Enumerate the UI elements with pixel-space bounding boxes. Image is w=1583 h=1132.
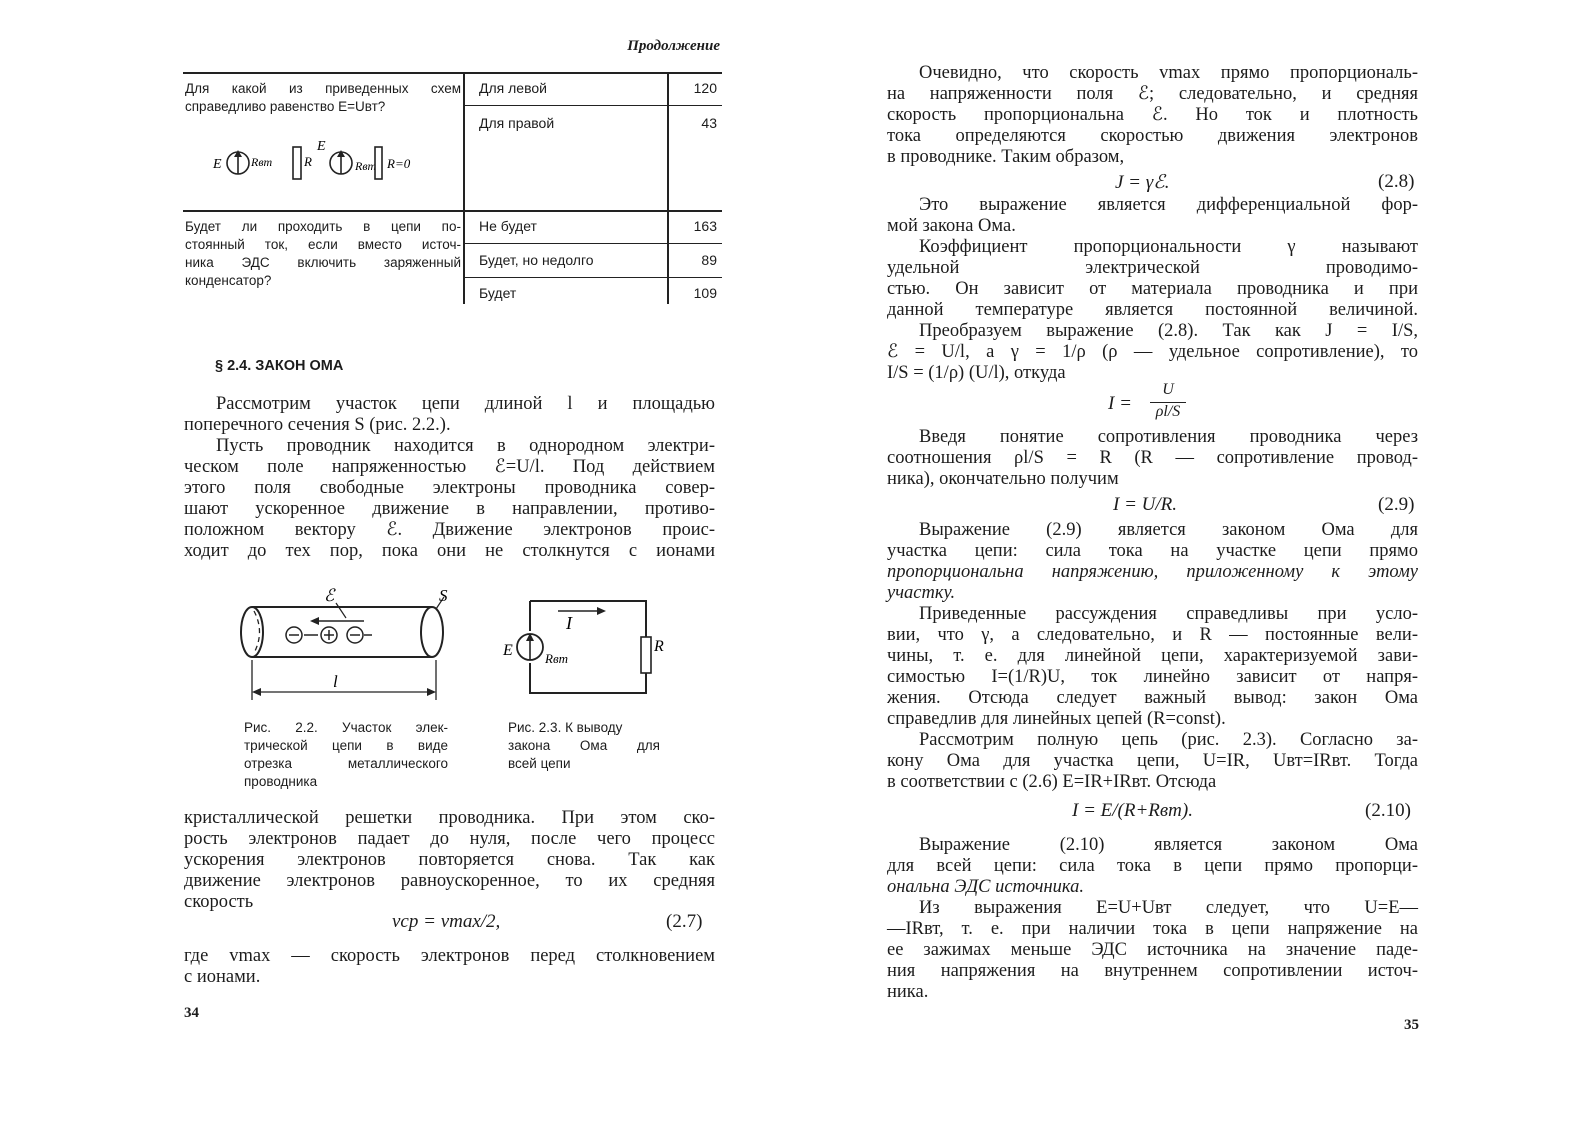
answer-code: 89 (701, 252, 717, 268)
table-top-rule (183, 72, 722, 74)
source-arrowhead (234, 150, 242, 157)
answer-cell: Для левой (479, 80, 547, 96)
question-2 (185, 218, 461, 290)
paragraph (887, 237, 1418, 321)
text-line: ния напряжения на внутреннем сопротивлении источ- (887, 961, 1418, 981)
internal-resistance-label: Rвт (355, 159, 377, 173)
answer-code: 109 (693, 285, 717, 301)
question-line: Будет ли проходить в цепи по- (185, 219, 461, 234)
circuits-diagram (207, 138, 447, 198)
caption-line: трической цепи в виде (244, 738, 448, 753)
text-line: ходит до тех пор, пока они не столкнутся с ионами (184, 541, 715, 561)
text-line: Из выражения E=U+Uвт следует, что U=E— (919, 898, 1418, 918)
paragraph (184, 808, 715, 913)
text-line: ческом поле напряженностью ℰ=U/l. Под действием (184, 457, 715, 477)
question-line: стоянный ток, если вместо источ- (185, 237, 461, 252)
text-line: тока определяются скоростью движения электронов (887, 126, 1418, 146)
table-mid-rule (183, 210, 722, 212)
text-line: участка цепи: сила тока на участке цепи прямо (887, 541, 1418, 561)
field-label: ℰ (324, 586, 335, 605)
text-line: Преобразуем выражение (2.8). Так как J = I/S, (919, 321, 1418, 341)
figure-2-2-caption (244, 719, 448, 791)
text-line: I/S = (1/ρ) (U/l), откуда (887, 363, 1066, 383)
equation-number: (2.9) (1378, 494, 1415, 515)
table-row-rule (463, 105, 722, 106)
equation-number: (2.10) (1365, 800, 1411, 821)
text-line: —IRвт, т. е. при наличии тока в цепи напряжение на (887, 919, 1418, 939)
caption-line: Рис. 2.3. К выводу (508, 720, 623, 735)
paragraph (887, 195, 1418, 237)
fraction-lhs: I = (1108, 393, 1132, 414)
text-line: Выражение (2.10) является законом Ома (919, 835, 1418, 855)
paragraph (887, 835, 1418, 898)
text-line: соотношения ρl/S = R (R — сопротивление провод- (887, 448, 1418, 468)
resistor-label: R (304, 154, 312, 169)
text-line: скорость (184, 892, 254, 912)
left-page (0, 0, 790, 1132)
question-1 (185, 80, 461, 116)
text-line: симостью I=(1/R)U, ток линейно зависит от напря- (887, 667, 1418, 687)
text-line: поперечного сечения S (рис. 2.2.). (184, 415, 451, 435)
text-line: кристаллической решетки проводника. При этом ско- (184, 808, 715, 828)
paragraph (887, 321, 1418, 384)
text-line: положном вектору ℰ. Движение электронов проис- (184, 520, 715, 540)
text-line: Очевидно, что скорость vmax прямо пропорциональ- (919, 63, 1418, 83)
question-line: конденсатор? (185, 273, 272, 288)
paragraph (887, 63, 1418, 168)
equation-number: (2.7) (666, 911, 703, 932)
emf-label: E (503, 642, 513, 659)
answer-code: 163 (693, 218, 717, 234)
resistor (641, 637, 651, 673)
figure-2-3-caption (508, 719, 660, 773)
text-line: вии, что γ, а следовательно, и R — постоянные вели- (887, 625, 1418, 645)
text-line: ника), окончательно получим (887, 469, 1119, 489)
right-page (790, 0, 1583, 1132)
table-col-rule-2 (667, 72, 669, 304)
figure-2-2 (232, 585, 457, 705)
current-arrowhead (597, 607, 606, 615)
text-line: удельной электрической проводимо- (887, 258, 1418, 278)
equation-2-8: J = γℰ. (1115, 172, 1170, 193)
text-line: жения. Отсюда следует важный вывод: закон Ома (887, 688, 1418, 708)
running-head: Продолжение (627, 38, 720, 54)
text-line: ее зажимах меньше ЭДС источника на значение паде- (887, 940, 1418, 960)
answer-code: 120 (693, 80, 717, 96)
figure-2-3 (500, 597, 670, 702)
paragraph (887, 427, 1418, 490)
caption-line: закона Ома для (508, 738, 660, 753)
internal-resistance-label: Rвт (545, 651, 568, 666)
text-line: ℰ = U/l, а γ = 1/ρ (ρ — удельное сопротивление), то (887, 342, 1418, 362)
text-line: Введя понятие сопротивления проводника через (919, 427, 1418, 447)
answer-cell: Не будет (479, 218, 537, 234)
text-line: шают ускоренное движение в направлении, противо- (184, 499, 715, 519)
paragraph (887, 730, 1418, 793)
question-line: ника ЭДС включить заряженный (185, 255, 461, 270)
section-title: § 2.4. ЗАКОН ОМА (215, 358, 344, 374)
text-line: Это выражение является дифференциальной фор- (919, 195, 1418, 215)
text-line: кону Ома для участка цепи, U=IR, Uвт=IRвт. Тогда (887, 751, 1418, 771)
emf-label: E (213, 157, 222, 172)
text-line: Выражение (2.9) является законом Ома для (919, 520, 1418, 540)
text-line: справедлив для линейных цепей (R=const). (887, 709, 1226, 729)
conductor-right-end (421, 607, 443, 657)
length-label: l (333, 672, 338, 691)
text-line: данной температуре является постоянной величиной. (887, 300, 1418, 320)
paragraph (184, 394, 715, 436)
text-line: ональна ЭДС источника. (887, 877, 1084, 897)
text-line: пропорциональна напряжению, приложенному к этому (887, 562, 1418, 582)
source-arrowhead (337, 150, 345, 157)
table-row-rule (463, 243, 722, 244)
conductor-inner-end (254, 611, 260, 653)
text-line: где vmax — скорость электронов перед столкновением (184, 946, 715, 966)
text-line: Коэффициент пропорциональности γ называют (919, 237, 1418, 257)
fraction-numerator: U (1162, 381, 1174, 398)
field-label-leader (336, 603, 346, 618)
text-line: участку. (887, 583, 956, 603)
text-line: Пусть проводник находится в однородном электри- (216, 436, 715, 456)
caption-line: Рис. 2.2. Участок элек- (244, 720, 448, 735)
text-line: рость электронов падает до нуля, после чего процесс (184, 829, 715, 849)
question-line: Для какой из приведенных схем (185, 81, 461, 96)
circuit-loop (530, 601, 646, 693)
fraction-denominator: ρl/S (1155, 403, 1181, 420)
field-vector-arrowhead (310, 617, 319, 625)
page-number: 34 (184, 1005, 199, 1021)
text-line: этого поля свободные электроны проводника совер- (184, 478, 715, 498)
resistor-label: R (654, 638, 664, 655)
equation-2-10: I = E/(R+Rвт). (1072, 800, 1193, 821)
text-line: Приведенные рассуждения справедливы при усло- (919, 604, 1418, 624)
emf-label: E (317, 139, 326, 154)
paragraph (887, 898, 1418, 1003)
equation-2-7: vср = vmax/2, (392, 911, 501, 932)
text-line: Рассмотрим участок цепи длиной l и площадью (216, 394, 715, 414)
answer-code: 43 (701, 115, 717, 131)
table-row-rule (463, 277, 722, 278)
paragraph (887, 604, 1418, 730)
caption-line: всей цепи (508, 756, 571, 771)
text-line: для всей цепи: сила тока в цепи прямо пропорци- (887, 856, 1418, 876)
text-line: на напряженности поля ℰ; следовательно, и средняя (887, 84, 1418, 104)
text-line: Рассмотрим полную цепь (рис. 2.3). Согласно за- (919, 730, 1418, 750)
paragraph (184, 946, 715, 988)
question-table (183, 72, 722, 304)
caption-line: проводника (244, 774, 318, 789)
text-line: с ионами. (184, 967, 261, 987)
equation-fraction (1108, 381, 1228, 425)
answer-cell: Будет, но недолго (479, 252, 594, 268)
text-line: в проводнике. Таким образом, (887, 147, 1125, 167)
current-label: I (566, 613, 572, 633)
text-line: ника. (887, 982, 929, 1002)
table-col-rule-1 (463, 72, 465, 304)
answer-cell: Для правой (479, 115, 555, 131)
text-line: в соответствии с (2.6) E=IR+IRвт. Отсюда (887, 772, 1217, 792)
text-line: движение электронов равноускоренное, то их средняя (184, 871, 715, 891)
dimension-arrowhead (252, 688, 261, 696)
paragraph (887, 520, 1418, 604)
text-line: чины, т. е. для линейной цепи, характеризуемой зави- (887, 646, 1418, 666)
caption-line: отрезка металлического (244, 756, 448, 771)
equation-2-9: I = U/R. (1113, 494, 1178, 515)
paragraph (184, 436, 715, 562)
text-line: ускорения электронов повторяется снова. Так как (184, 850, 715, 870)
answer-cell: Будет (479, 285, 517, 301)
conductor-outline (252, 607, 432, 657)
question-line: справедливо равенство E=Uвт? (185, 99, 386, 114)
text-line: скорость пропорциональна ℰ. Но ток и плотность (887, 105, 1418, 125)
text-line: мой закона Ома. (887, 216, 1016, 236)
equation-number: (2.8) (1378, 171, 1415, 192)
dimension-arrowhead (427, 688, 436, 696)
zero-resistance-label: R=0 (387, 156, 411, 171)
internal-resistance-label: Rвт (251, 155, 273, 169)
area-label: S (439, 586, 448, 605)
page-number: 35 (1404, 1017, 1419, 1033)
resistor (293, 147, 301, 179)
text-line: стью. Он зависит от материала проводника и при (887, 279, 1418, 299)
